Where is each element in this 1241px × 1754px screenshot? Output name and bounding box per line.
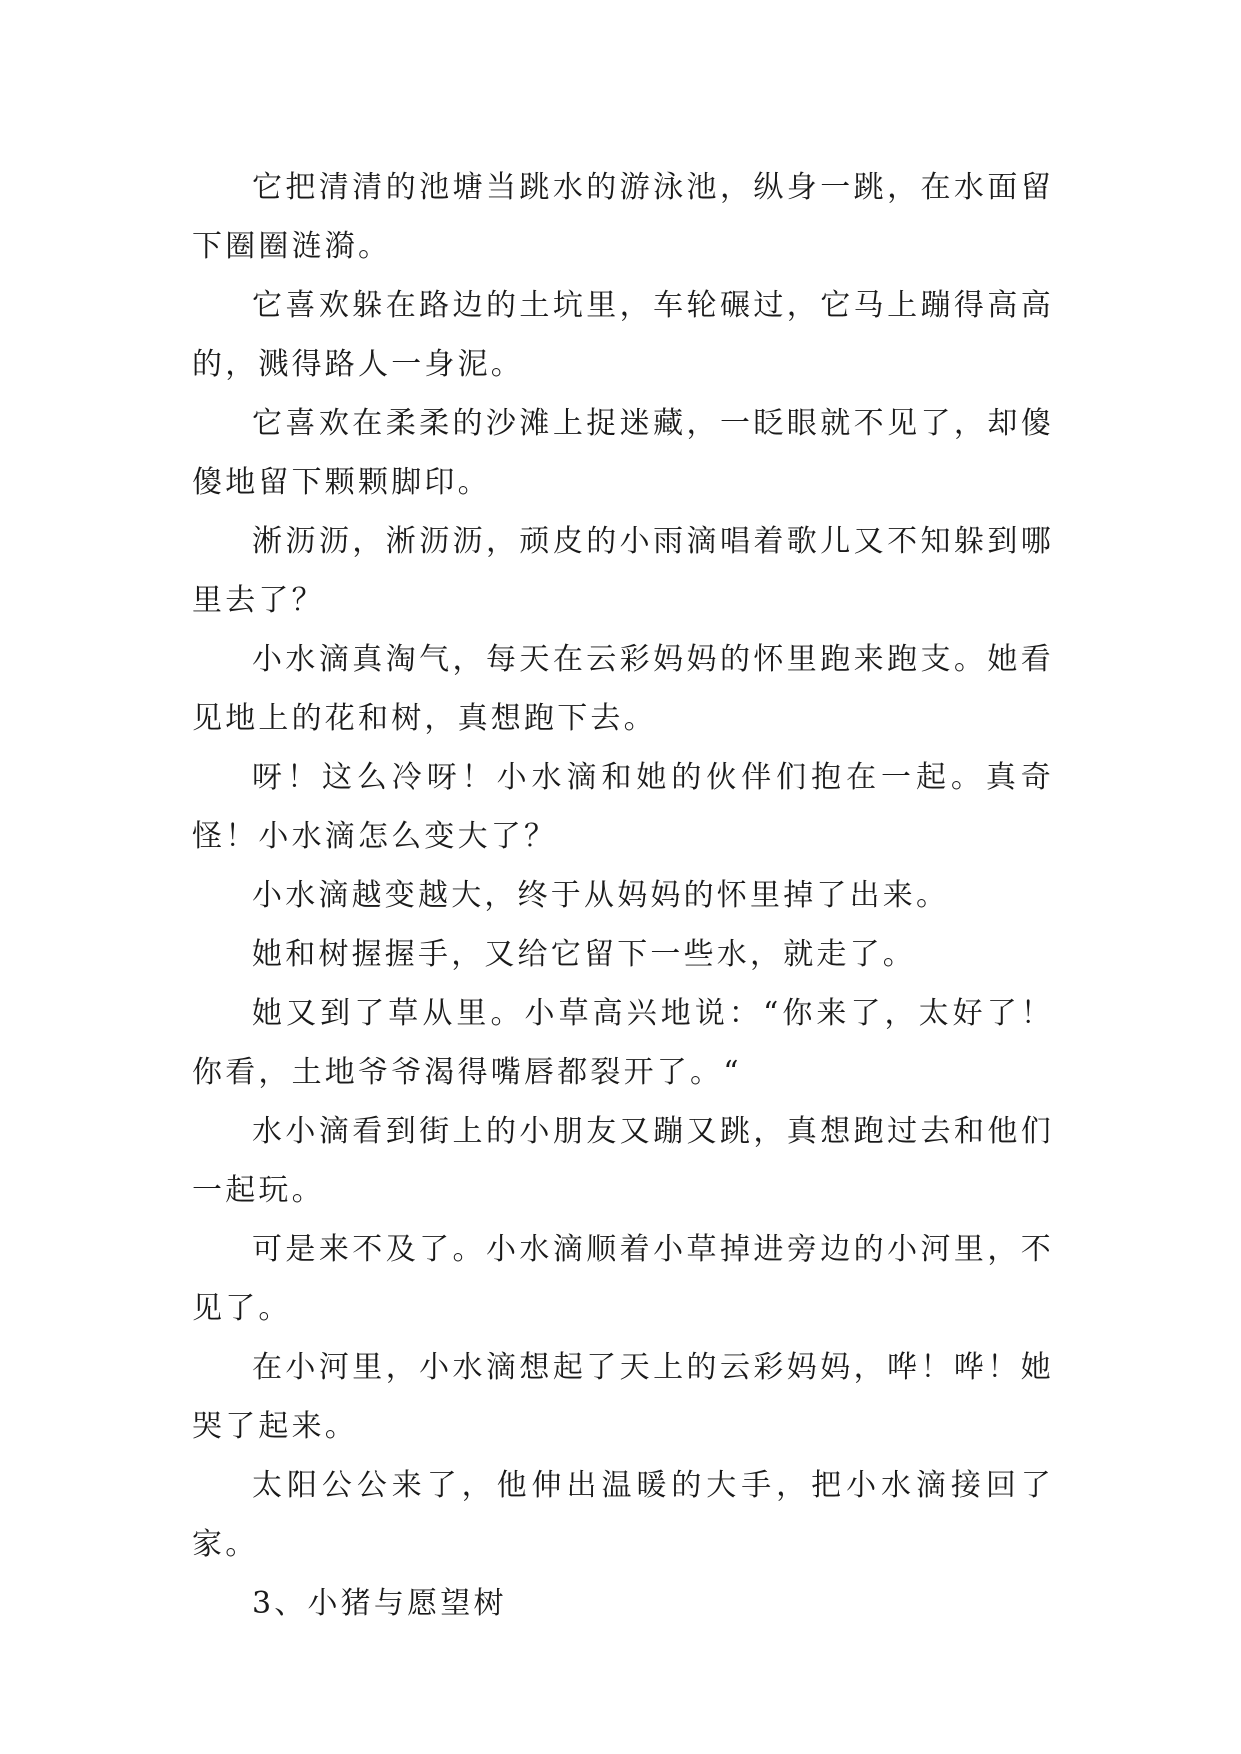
paragraph: 她又到了草从里。小草高兴地说：“你来了，太好了！你看，土地爷爷渴得嘴唇都裂开了。“ (192, 996, 1054, 1090)
paragraph: 水小滴看到街上的小朋友又蹦又跳，真想跑过去和他们一起玩。 (192, 1114, 1054, 1208)
paragraph: 小水滴真淘气，每天在云彩妈妈的怀里跑来跑支。她看见地上的花和树，真想跑下去。 (192, 642, 1054, 736)
paragraph: 在小河里，小水滴想起了天上的云彩妈妈，哗！哗！她哭了起来。 (192, 1350, 1054, 1444)
paragraph: 可是来不及了。小水滴顺着小草掉进旁边的小河里，不见了。 (192, 1232, 1054, 1326)
paragraph: 淅沥沥，淅沥沥，顽皮的小雨滴唱着歌儿又不知躲到哪里去了？ (192, 524, 1054, 618)
document-body (192, 158, 1054, 1633)
paragraph: 它喜欢在柔柔的沙滩上捉迷藏，一眨眼就不见了，却傻傻地留下颗颗脚印。 (192, 406, 1054, 500)
paragraph: 小水滴越变越大，终于从妈妈的怀里掉了出来。 (252, 878, 950, 913)
paragraph: 它喜欢躲在路边的土坑里，车轮碾过，它马上蹦得高高的，溅得路人一身泥。 (192, 288, 1054, 382)
paragraph: 呀！这么冷呀！小水滴和她的伙伴们抱在一起。真奇怪！小水滴怎么变大了？ (192, 760, 1054, 854)
paragraph: 她和树握握手，又给它留下一些水，就走了。 (252, 937, 916, 972)
section-heading: 3、小猪与愿望树 (252, 1586, 507, 1621)
paragraph: 太阳公公来了，他伸出温暖的大手，把小水滴接回了家。 (192, 1468, 1054, 1562)
paragraph: 它把清清的池塘当跳水的游泳池，纵身一跳，在水面留下圈圈涟漪。 (192, 170, 1054, 264)
